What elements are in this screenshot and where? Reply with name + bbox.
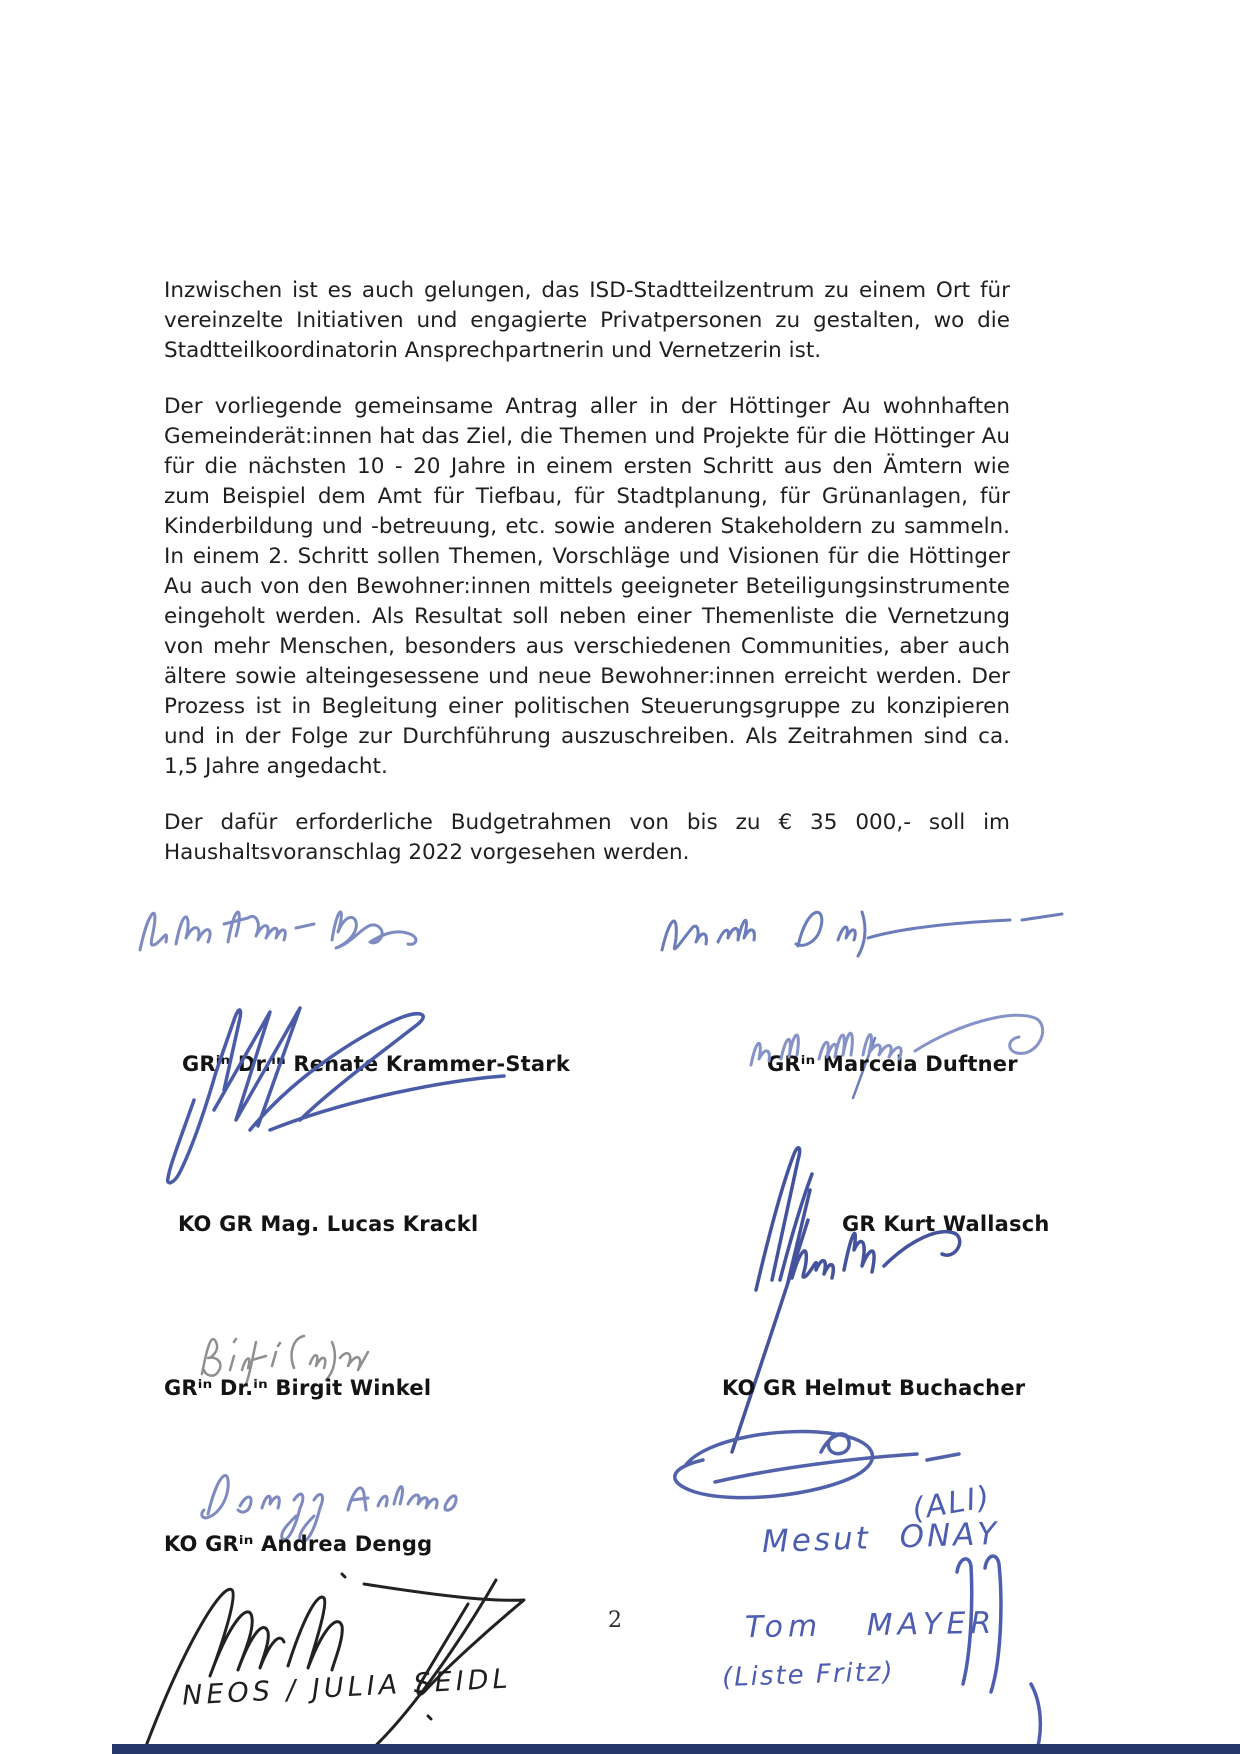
page-number: 2 <box>608 1608 622 1633</box>
paragraph-antrag: Der vorliegende gemeinsame Antrag aller in der Höttinger Au wohnhaften Gemeinderät:innen hat das Ziel, die Themen und Projekte für die Höttinger Au für die nächsten 10 - 20 Jahre in einem ersten Schritt aus den Ämtern wie zum Beispiel dem Amt für Tiefbau, für Stadtplanung, für Grünanlagen, für Kinderbildung und -betreuung, etc. sowie anderen Stakeholdern zu sammeln. In einem 2. Schritt sollen Themen, Vorschläge und Visionen für die Höttinger Au auch von den Bewohner:innen mittels geeigneter Beteiligungsinstrumente eingeholt werden. Als Resultat soll neben einer Themenliste die Vernetzung von mehr Menschen, besonders aus verschiedenen Communities, aber auch ältere sowie alteingesessene und neue Bewohner:innen erreicht werden. Der Prozess ist in Begleitung einer politischen Steuerungsgruppe zu konzipieren und in der Folge zur Durchführung auszuschreiben. Als Zeitrahmen sind ca. 1,5 Jahre angedacht. <box>164 394 1010 779</box>
signature-wallasch-scribble <box>735 995 1065 1110</box>
signature-krackl-scribble <box>150 980 520 1190</box>
signature-label-winkel: GRⁱⁿ Dr.ⁱⁿ Birgit Winkel <box>164 1376 432 1400</box>
signature-seidl-scribble <box>128 1546 598 1754</box>
paragraph-budget: Der dafür erforderliche Budgetrahmen von bis zu € 35 000,- soll im Haushaltsvoranschlag 2022 vorgesehen werden. <box>164 810 1010 865</box>
paragraph-intro: Inzwischen ist es auch gelungen, das ISD-Stadtteilzentrum zu einem Ort für vereinzelte Initiativen und engagierte Privatpersonen zu gestalten, wo die Stadtteilkoordinatorin Ansprechpartnerin und Vernetzerin ist. <box>164 278 1010 363</box>
signature-label-duftner: GRⁱⁿ Marcela Duftner <box>767 1052 1018 1076</box>
handwriting-neos-julia-seidl: NEOS / JULIA SEIDL <box>181 1663 513 1712</box>
handwriting-mesut-onay: Mesut ONAY <box>761 1515 1000 1561</box>
signature-label-buchacher: KO GR Helmut Buchacher <box>722 1376 1026 1400</box>
handwriting-tom-mayer: Tom MAYER <box>744 1605 997 1646</box>
signature-label-dengg: KO GRⁱⁿ Andrea Dengg <box>164 1532 433 1556</box>
signature-krammer-stark-scribble <box>128 872 458 987</box>
signature-onay-vertical-scribble <box>935 1372 1075 1754</box>
signature-label-krackl: KO GR Mag. Lucas Krackl <box>178 1212 479 1236</box>
signature-label-krammer-stark: GRⁱⁿ Dr.ⁱⁿ Renate Krammer-Stark <box>182 1052 571 1076</box>
footer-bar <box>112 1744 1240 1754</box>
handwriting-onay-suffix-ali: (ALI) <box>909 1479 994 1528</box>
document-text <box>164 276 1010 894</box>
signature-duftner-scribble <box>648 882 1068 977</box>
signature-label-wallasch: GR Kurt Wallasch <box>842 1212 1050 1236</box>
handwriting-liste-fritz: (Liste Fritz) <box>721 1656 896 1694</box>
